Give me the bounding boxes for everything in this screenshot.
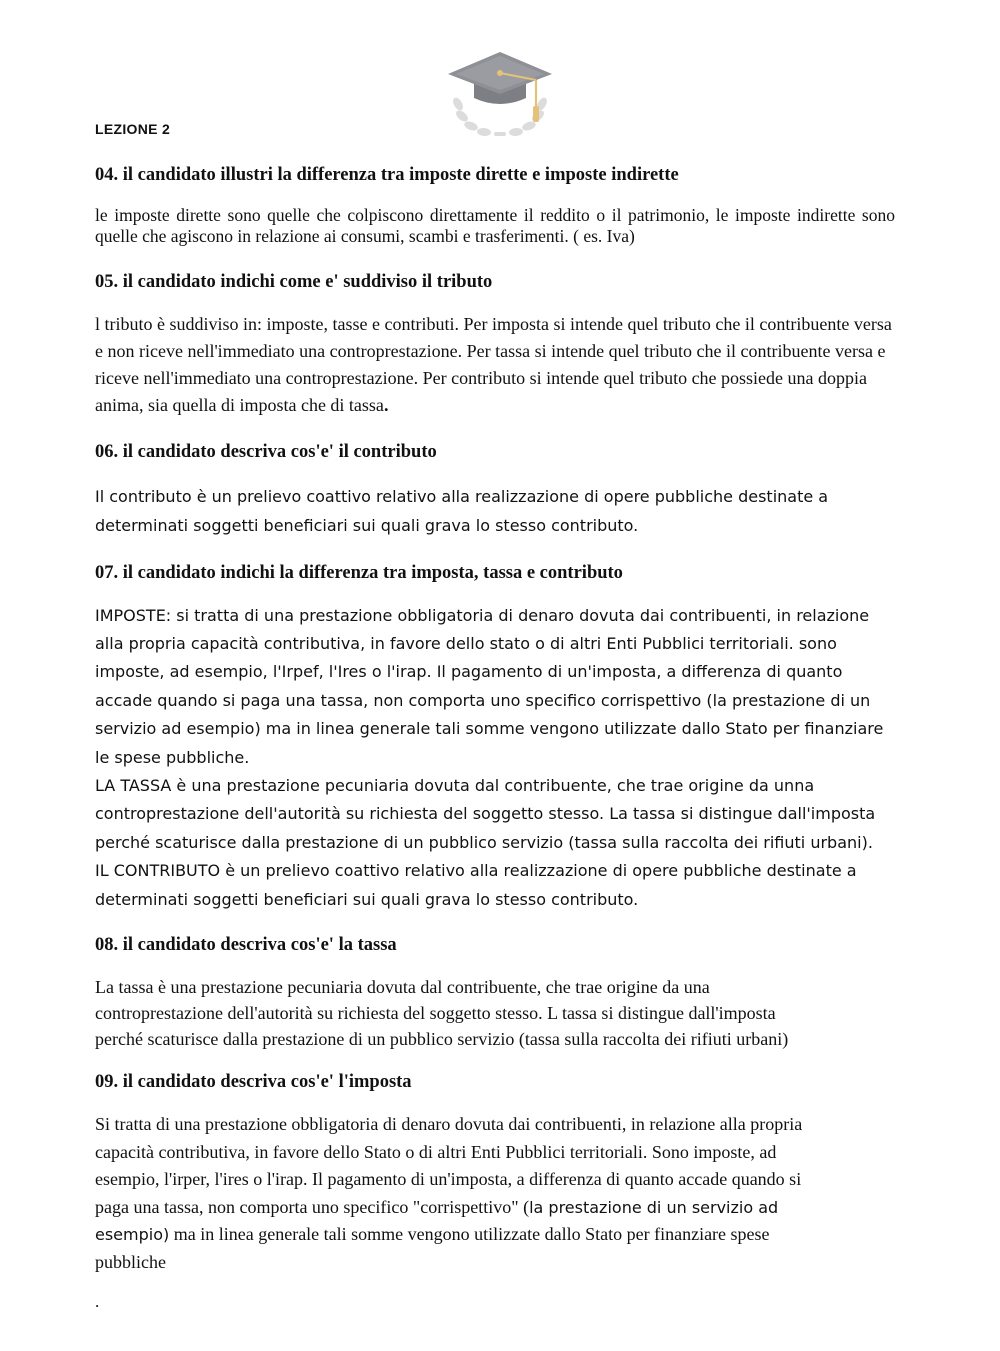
question-07-heading: 07. il candidato indichi la differenza tra imposta, tassa e contributo xyxy=(95,563,623,584)
question-05-heading: 05. il candidato indichi come e' suddiviso il tributo xyxy=(95,272,493,293)
graduation-cap-icon xyxy=(444,46,556,138)
question-04-heading: 04. il candidato illustri la differenza tra imposte dirette e imposte indirette xyxy=(95,165,679,185)
answer-09-segment: paga una tassa, non comporta uno specifico "corrispettivo" ( xyxy=(95,1196,530,1217)
answer-07-line: servizio ad esempio) ma in linea generale tali somme vengono utilizzate dallo Stato per finanziare xyxy=(95,719,884,739)
document-body xyxy=(95,158,895,1276)
question-06-heading: 06. il candidato descriva cos'e' il contributo xyxy=(95,442,437,463)
answer-07-line: determinati soggetti beneficiari sui quali grava lo stesso contributo. xyxy=(95,889,639,909)
answer-09-segment-sans: esempio) xyxy=(95,1225,170,1245)
answer-07-line: alla propria capacità contributiva, in favore dello stato o di altri Enti Pubblici territoriali. sono xyxy=(95,633,837,653)
answer-07-line: imposte, ad esempio, l'Irpef, l'Ires o l'irap. Il pagamento di un'imposta, a differenza di quanto xyxy=(95,662,843,682)
answer-04-text: le imposte dirette sono quelle che colpiscono direttamente il reddito o il patrimonio, le imposte indirette sono quelle che agiscono in relazione ai consumi, scambi e trasferimenti. ( es. Iva) xyxy=(95,205,895,247)
answer-09-line: esempio, l'irper, l'ires o l'irap. Il pagamento di un'imposta, a differenza di quanto accade quando si xyxy=(95,1169,802,1190)
answer-08-line: La tassa è una prestazione pecuniaria dovuta dal contribuente, che trae origine da una xyxy=(95,977,710,998)
answer-09-line xyxy=(95,1221,895,1249)
answer-07-line: IMPOSTE: si tratta di una prestazione obbligatoria di denaro dovuta dai contribuenti, in relazione xyxy=(95,605,870,625)
answer-09-line: Si tratta di una prestazione obbligatoria di denaro dovuta dai contribuenti, in relazione alla propria xyxy=(95,1114,803,1135)
answer-07-line: perché scaturisce dalla prestazione di un pubblico servizio (tassa sulla raccolta dei rifiuti urbani). xyxy=(95,832,873,852)
answer-07-line: le spese pubbliche. xyxy=(95,747,250,767)
answer-09-text xyxy=(95,1111,895,1276)
answer-08-text xyxy=(95,974,895,1052)
answer-05-end: . xyxy=(383,395,389,416)
answer-09-line: capacità contributiva, in favore dello Stato o di altri Enti Pubblici territoriali. Sono imposte, ad xyxy=(95,1141,777,1162)
answer-07-line: IL CONTRIBUTO è un prelievo coattivo relativo alla realizzazione di opere pubbliche destinate a xyxy=(95,861,857,881)
answer-07-line: LA TASSA è una prestazione pecuniaria dovuta dal contribuente, che trae origine da unna xyxy=(95,775,815,795)
trailing-mark: . xyxy=(95,1292,100,1311)
answer-06-text: Il contributo è un prelievo coattivo relativo alla realizzazione di opere pubbliche destinate a determinati soggetti beneficiari sui quali grava lo stesso contributo. xyxy=(95,487,829,536)
answer-08-line: controprestazione dell'autorità su richiesta del soggetto stesso. L tassa si distingue dall'imposta xyxy=(95,1003,776,1024)
answer-09-segment-sans: la prestazione di un servizio ad xyxy=(529,1197,779,1217)
answer-09-line: pubbliche xyxy=(95,1251,166,1272)
answer-07-line: accade quando si paga una tassa, non comporta uno specifico corrispettivo (la prestazione di un xyxy=(95,690,871,710)
answer-08-line: perché scaturisce dalla prestazione di un pubblico servizio (tassa sulla raccolta dei rifiuti urbani) xyxy=(95,1029,789,1050)
question-09-heading: 09. il candidato descriva cos'e' l'imposta xyxy=(95,1072,412,1093)
answer-09-segment: ma in linea generale tali somme vengono utilizzate dallo Stato per finanziare spese xyxy=(169,1224,770,1245)
answer-09-line xyxy=(95,1194,895,1222)
answer-07-line: controprestazione dell'autorità su richiesta del soggetto stesso. La tassa si distingue dall'imposta xyxy=(95,804,876,824)
answer-07-text xyxy=(95,602,895,914)
answer-05-text xyxy=(95,311,895,419)
lesson-label: LEZIONE 2 xyxy=(95,121,171,137)
answer-05-body: l tributo è suddiviso in: imposte, tasse e contributi. Per imposta si intende quel tributo che il contribuente versa e non riceve nell'immediato una controprestazione. Per tassa si intende quel tributo che il contribuente versa e riceve nell'immediato una controprestazione. Per contributo si intende quel tributo che possiede una doppia anima, sia quella di imposta che di tassa xyxy=(95,314,892,416)
question-08-heading: 08. il candidato descriva cos'e' la tassa xyxy=(95,934,397,955)
